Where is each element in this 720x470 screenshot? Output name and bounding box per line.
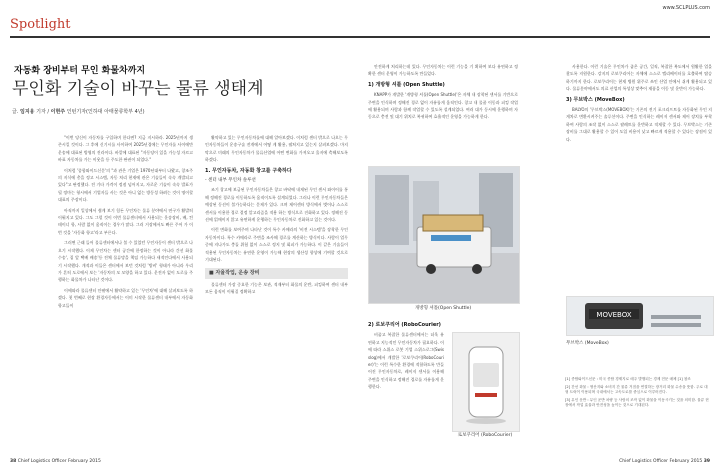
footer-left-text: Chief Logistics Officer February 2015 [17,459,101,464]
byline-role: 기자 / [36,109,50,115]
col1-paragraph: 아직까지 일상에서 쉽게 보기 힘든 무인차는 물류 분야에서 연구가 활발히 이뤄지고 있다. 그도 그럴 것이 이번 물류센터에서 사용되는 운송장비, 배, 컨테이너 항, 사람 없이 움직이는 경우가 많다. 그러 거장에서도 빠른 주어 가 이번 것을 '자동화 항고'라고 부른다. [58,207,193,235]
page-number-left: 38 [10,459,17,464]
site-url: www.SCLPLUS.com [662,5,710,11]
col3-paragraph: 비좁고 복잡한 물류센터에서는 더욱 유연하고 지능적인 무인자동차가 필요하다. 이에 따라 스위스 로봇 기업 스위스로그(Swisslog)에서 개발한 '로보쿠리어(RoboCourier)'는 이런 특수한 환경에 적합하도록 만들어진 무인자동차로, 레이저 센서를 이용해 주변을 인식하고 정해진 경로를 자유롭게 운행한다. [368,332,444,390]
column-3-lower [368,318,444,446]
footer-left [10,459,101,464]
byline-label: 글. [12,109,19,115]
open-shuttle-photo [368,166,520,304]
col3-intro: 안전하게 처리하는데 있다. 무인자동차는 이런 기능을 기 획하여 보다 유연하고 정확한 센터 운영이 가능하도록 만들었다. [368,64,518,77]
col1-paragraph: 이에따라 물류센터 안팎에서 활약하고 있는 '무인차'에 대해 살펴보도록 하겠다. 첫 번째로 현장 환경자동에서는 이미 시작한 물류센터 내부에서 자동화 항고들이 [58,287,193,308]
byline-author: 임지웅 [20,109,35,115]
footnote: [2] 간선 화물 : 생산지와 소비지 간 물류 거점을 연결하는 장거리 화물 수송을 뜻함. 주로 대형 트럭이 이용되며 국내에서는 고속도로를 중심으로 이루어진다. [565,384,708,395]
article-headline: 무인화 기술이 바꾸는 물류 생태계 [12,79,264,99]
robocourier-caption: 로보쿠리어 (RoboCourier) [457,433,513,438]
byline-editor-role: 인턴기자(인하대 아태물류학부 4년) [66,109,145,115]
article-byline [12,108,145,115]
section-title: Spotlight [10,17,71,32]
section-subheading: - 센터 내부 무인차 솔루션 [205,178,256,184]
col4-intro: 사용한다. 이런 기술은 무인차가 좁은 공간, 일직, 복잡한 복도에서 원활한 업을 찾도록 지원한다. 강지의 로보쿠리어는 자체에 스스로 엘리베이터를 호출하여 탑승하기까지 한다. 로보쿠리어는 현재 병원 위주로 쓰인 산업 안에서 쉬게 활용되고 있다. 물류분야에서도 의료 산업의 특성상 맞추어 제품을 이동 및 운반이 가능하다. [566,64,712,92]
col3-paragraph: KNAPP가 개발한 '개방형 셔틀(Open Shuttle)'은 자체 내 장착된 센서를 기반으로 주변을 인식하며 정해진 경로 없이 자유롭게 움직인다. 창고 내 물품 이동과 피킹 작업에 활용되며 사람과 함께 작업할 수 있도록 설계되었다. 여러 대가 동시에 운행하며 자동으로 충전 및 대기 위치로 복귀하여 효율적인 운영을 가능하게 한다. [368,92,518,120]
col2-intro: 활약하고 있는 무인자동차를에 대해 알아보겠다. 이처럼 센터 밖으로 나오는 무인자동차들이 운송구술 전개에서 어떻 게 활용, 펼쳐지고 있는지 살펴보겠다. 마지막으로 미래의 무인자동차가 물류산업에 어떤 변화를 가져오고 올지에 측해보도록 하겠다. [205,135,348,163]
col4-paragraph: BALYO의 '무브박스(MOVEBOX)'는 기존의 전기 포크리프트를 자동화된 무인 지게차로 변환시켜주는 솔루션이다. 주변을 인식하는 레이저 센서와 제어 장치를 부착하여 사람의 조작 없이 스스로 팔레트를 운반하고 적재할 수 있다. 무브박스는 기존 장비를 그대로 활용할 수 있어 도입 비용이 낮고 빠르게 적용할 수 있다는 장점이 있다. [566,107,712,142]
item-heading-movebox: 3) 무브박스 (MoveBox) [566,96,625,103]
footnotes [565,377,710,411]
article-subhead: 자동화 장비부터 무인 화물차까지 [14,66,146,76]
footnote: [3] 무인 운반 : 무인 운반 차량 등 사람의 조작 없이 화물을 이동시키는 것을 의미함. 물류 현장에서 작업 효율과 안전성을 높이는 것으로 기대된다. [565,397,709,408]
column-3 [368,63,518,163]
column-4 [566,63,712,293]
section-heading: 1. 무인자동차, 자동화 창고를 구축하다 [205,167,292,174]
movebox-photo [566,296,714,336]
page-number-right: 39 [703,459,710,464]
col1-paragraph: "이번 당신이 자동차를 구입하며 한다면? 지금 지시하라. 2025년까지 생존시킬 것이다. 그 후에 신기시를 사이하여 2025년경에는 무인자를 사이에만 운송에 대표된 방영의 진라이다. 바깥에 대표된 "자동당이 있을 가능성 자르고 바표 자동차를 가는 이웃을 등 주도한 판권이 되었다." [58,135,193,163]
item-heading-open-shuttle: 1) 개방형 셔틀 (Open Shuttle) [368,81,445,88]
movebox-caption: 무브박스 (MoveBox) [566,341,609,346]
col1-paragraph: 이처럼 '종합와이드신문'의 "과 관은 기업은 1970년대부터 나왔고, 창조주의 지식에 총을 정고 시스템, 자동 처리 현재에 관은 기술들이 속속 개발되고 있다"고 판정했다. 전 기타 가격이 정점 넘어지고, 자로운 기술이 속속 발표가 될 정마는 형시에서 기업자들 사는 것은 아니 없는 방동성 하려는 것이 명이할 대표의 주장이다. [58,167,193,203]
robocourier-photo [452,332,520,432]
column-1 [58,134,193,444]
box-heading: ■ 자율작업, 운송 장비 [205,268,348,279]
header-rule [10,36,710,38]
column-2 [205,134,348,444]
byline-editor: 이현주 [50,109,66,115]
col1-paragraph: 그러면 근래 들어 물류센터에서나 볼 수 있었던 무인자동이 센터 밖으로 나오기 시작했다. 이제 무인차는 센터 공간에 한정하는 것이 아니라 간선 화물 수송', 집 앞 택배 배송'등 전체 물류망을 책임 가능하다 새적인다에서 사용되기 시작했다. 개적과 이들은 센터에서 보던 것처럼 '방비' 형태가 아니라 우리가 흔히 도로에서 보는 '자동차의 모 모양을 하고 있다. 운전자 없이 도로를 주행하는 화물차가 나타난 것이다. [58,240,193,283]
movebox-label: MOVEBOX [596,311,632,319]
item-heading-robocourier: 2) 로보쿠리어 (RoboCourier) [368,322,441,328]
col2-box-paragraph: 물류센터 가장 중요한 기능은 보관, 적재부터 화물의 운반, 피킹하여 센터 내부 모든 움직이 이뤄질 정확하고 [205,281,348,295]
col2-paragraph: 이런 변화를 보여주며 나타난 것이 특수 카메라의 '비전 시스템'을 장착한 무인자동차이다. 특수 카메라로 주변을 조사해 경로를 계산하는 방식이다. 사람이 업무 중에 지나가도 충돌 위험 없이 스스로 정지 및 회피가 가능하다. 이 같은 기술들이 적용된 무인자동차는 유연한 운영이 가능해 현장의 생산성 향상에 기여할 것으로 기대된다. [205,227,348,263]
col2-paragraph: 조기 창고에 보급된 무인자동차들은 창고 바닥에 내재된 무인 센서 와이어를 통해 정해진 경로를 이동하도록 움직이도록 설계되었다. 그러나 이런 무인자동차들은 예상된 동선이 불가능하다는 문제가 있다. 크며 제어센터 방식에서 벗어나 스스로 센서를 이용한 경로 결정 알고리즘을 적용 하는 방식으로 진화하고 있다. 정해진 동선에 얽매이지 않고 유연하게 운행하는 무인자동차로 진화하고 있는 것이다. [205,187,348,223]
footer-right-text: Chief Logistics Officer February 2015 [619,459,703,464]
open-shuttle-caption: 개방형 셔틀(Open Shuttle) [414,306,472,311]
footer-right [619,459,710,464]
footnote: [1] 종합와이드신문 : 미국 종합 경제지로 매주 발행되는 경제 전문 매체 [1] 참조 [565,377,691,381]
